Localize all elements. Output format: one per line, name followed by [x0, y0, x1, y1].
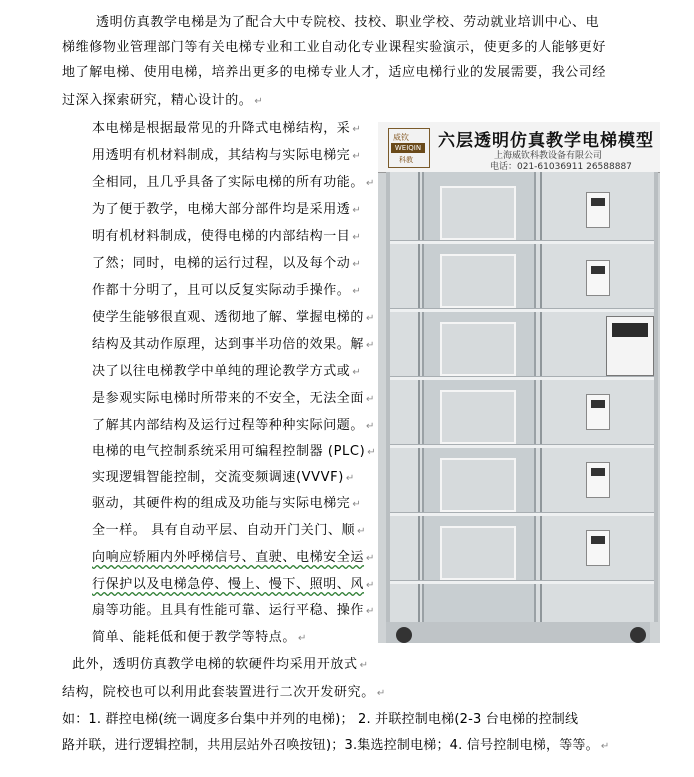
p2-line-1: 本电梯是根据最常见的升降式电梯结构，采 ↵	[92, 121, 362, 136]
floor-call-panel	[586, 260, 610, 296]
p2-line-10: 决了以往电梯教学中单纯的理论教学方式或 ↵	[92, 364, 362, 379]
p2-line-9: 结构及其动作原理，达到事半功倍的效果。解 ↵	[92, 337, 375, 352]
company-phone: 电话：021-61036911 26588887	[490, 162, 632, 172]
p1-line-3: 地了解电梯、使用电梯，培养出更多的电梯专业人才，适应电梯行业的发展需要，我公司经	[62, 65, 607, 80]
p1-line-2: 梯维修物业管理部门等有关电梯专业和工业自动化专业课程实验演示，使更多的人能够更好	[62, 40, 607, 55]
p3-line-2: 结构，院校也可以利用此套装置进行二次开发研究。 ↵	[62, 685, 386, 700]
landing-door	[440, 526, 516, 580]
landing-door	[440, 186, 516, 240]
p2-line-14: 实现逻辑智能控制，交流变频调速(VVVF) ↵	[92, 470, 355, 485]
company-name: 上海威钦科教设备有限公司	[494, 151, 603, 161]
p2-line-3: 全相同，且几乎具备了实际电梯的所有功能。 ↵	[92, 175, 375, 190]
p1-line-1: 透明仿真教学电梯是为了配合大中专院校、技校、职业学校、劳动就业培训中心、电	[96, 15, 600, 30]
p4-line-1: 如：1. 群控电梯(统一调度多台集中并列的电梯)； 2. 并联控制电梯(2-3 台电梯的控制线	[62, 712, 579, 727]
caster-wheel	[630, 627, 646, 643]
p2-line-2: 用透明有机材料制成，其结构与实际电梯完 ↵	[92, 148, 362, 163]
p1-line-4: 过深入探索研究，精心设计的。 ↵	[62, 93, 264, 108]
floor-divider	[390, 444, 654, 448]
p2-line-8: 使学生能够很直观、透彻地了解、掌握电梯的 ↵	[92, 310, 375, 325]
floor-divider	[390, 580, 654, 584]
elevator-model-photo	[378, 122, 660, 643]
floor-divider	[390, 240, 654, 244]
caster-wheel	[396, 627, 412, 643]
landing-door	[440, 254, 516, 308]
p2-line-13: 电梯的电气控制系统采用可编程控制器 (PLC) ↵	[92, 444, 377, 459]
car-control-panel	[606, 316, 654, 376]
p2-line-15: 驱动，其硬件构的组成及功能与实际电梯完 ↵	[92, 496, 362, 511]
p2-line-4: 为了便于教学，电梯大部分部件均是采用透 ↵	[92, 202, 362, 217]
model-header-panel	[378, 122, 660, 173]
company-logo: 威钦 WEIQIN 科教	[388, 128, 430, 168]
p2-line-6: 了然；同时，电梯的运行过程，以及每个动 ↵	[92, 256, 362, 271]
p3-line-1: 此外，透明仿真教学电梯的软硬件均采用开放式 ↵	[72, 657, 369, 672]
p2-line-18: 行保护以及电梯急停、慢上、慢下、照明、风 ↵	[92, 577, 375, 592]
landing-door	[440, 390, 516, 444]
p2-line-7: 作都十分明了，且可以反复实际动手操作。 ↵	[92, 283, 362, 298]
p2-line-20: 简单、能耗低和便于教学等特点。 ↵	[92, 630, 307, 645]
p2-line-19: 扇等功能。且具有性能可靠、运行平稳、操作 ↵	[92, 603, 375, 618]
p2-line-11: 是参观实际电梯时所带来的不安全，无法全面 ↵	[92, 391, 375, 406]
p2-line-17: 向响应轿厢内外呼梯信号、直驶、电梯安全运 ↵	[92, 550, 375, 565]
floor-call-panel	[586, 462, 610, 498]
floor-call-panel	[586, 394, 610, 430]
p2-line-12: 了解其内部结构及运行过程等种种实际问题。 ↵	[92, 418, 375, 433]
floor-divider	[390, 376, 654, 380]
landing-door	[440, 322, 516, 376]
cabinet-base	[386, 622, 650, 643]
p2-line-5: 明有机材料制成，使得电梯的内部结构一目 ↵	[92, 229, 362, 244]
floor-call-panel	[586, 192, 610, 228]
elevator-cabinet	[386, 172, 658, 622]
p4-line-2: 路并联，进行逻辑控制，共用层站外召唤按钮)；3.集选控制电梯；4. 信号控制电梯，等等。 ↵	[62, 738, 610, 753]
floor-call-panel	[586, 530, 610, 566]
floor-divider	[390, 512, 654, 516]
p2-line-16: 全一样。 具有自动平层、自动开门关门、顺 ↵	[92, 523, 367, 538]
landing-door	[440, 458, 516, 512]
model-title: 六层透明仿真教学电梯模型	[438, 131, 654, 151]
floor-divider	[390, 308, 654, 312]
